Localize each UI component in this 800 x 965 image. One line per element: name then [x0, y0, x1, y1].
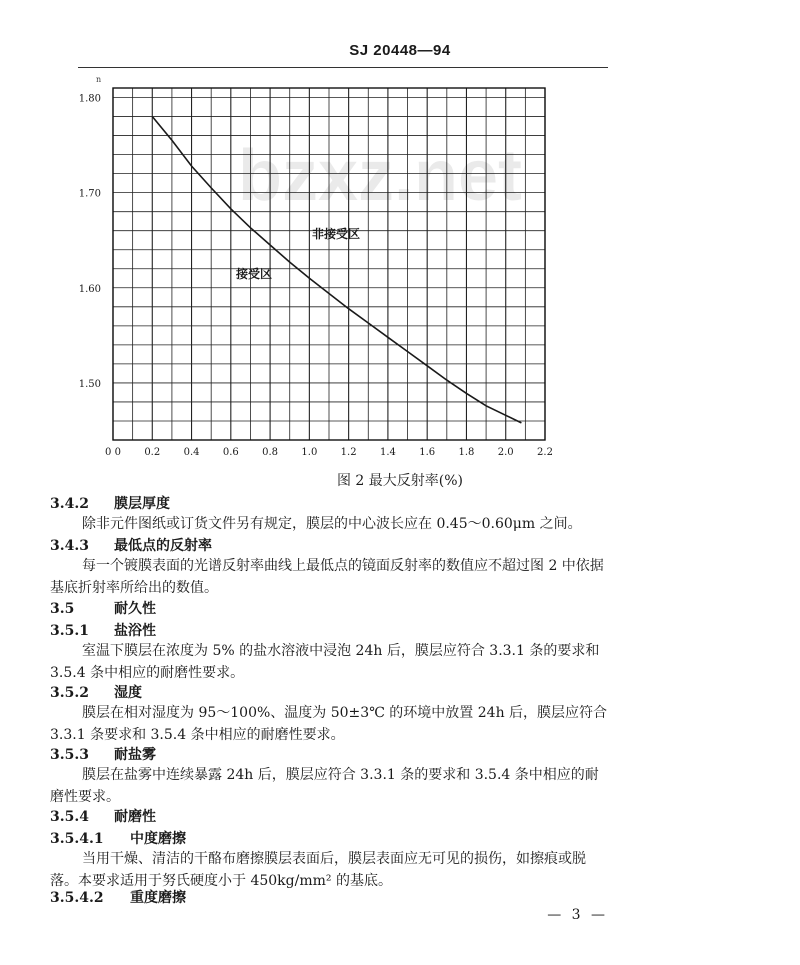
figure-caption: 图 2 最大反射率(%) [336, 473, 464, 489]
document-code-header: SJ 20448—94 [349, 42, 451, 59]
section-title: 耐磨性 [114, 809, 156, 825]
section-3-5-2-text: 膜层在相对湿度为 95～100%、温度为 50±3℃ 的环境中放置 24h 后，膜层应符合 3.3.1 条要求和 3.5.4 条中相应的耐磨性要求。 [50, 705, 608, 743]
section-number: 3.4.2 [50, 496, 89, 512]
watermark-text: bzxz.net [237, 136, 523, 216]
section-title: 膜层厚度 [114, 496, 170, 512]
section-3-5-4-1-text: 当用干燥、清洁的干酪布磨擦膜层表面后，膜层表面应无可见的损伤，如擦痕或脱落。本要求适用于努氏硬度小于 450kg/mm² 的基底。 [50, 851, 586, 889]
x-tick-label: 1.2 [340, 447, 357, 458]
section-title: 湿度 [114, 685, 142, 701]
section-title: 中度磨擦 [130, 831, 186, 847]
section-3-4-3-text: 每一个镀膜表面的光谱反射率曲线上最低点的镜面反射率的数值应不超过图 2 中依据基底折射率所给出的数值。 [50, 558, 604, 596]
section-title: 耐盐雾 [114, 747, 156, 763]
section-number: 3.5.2 [50, 685, 89, 701]
section-3-5-3-heading [50, 744, 156, 764]
x-tick-label: 2.0 [497, 447, 514, 458]
y-tick-label: 1.80 [78, 93, 101, 105]
section-number: 3.4.3 [50, 538, 89, 554]
section-3-5-1-text: 室温下膜层在浓度为 5% 的盐水溶液中浸泡 24h 后，膜层应符合 3.3.1 条的要求和 3.5.4 条中相应的耐磨性要求。 [50, 643, 600, 681]
section-number: 3.5 [50, 601, 75, 617]
section-number: 3.5.1 [50, 623, 89, 639]
x-tick-label: 0.4 [183, 447, 200, 458]
y-tick-label: 1.60 [78, 283, 101, 295]
y-unit-label: n [96, 75, 102, 84]
x-tick-label: 0.8 [262, 447, 279, 458]
x-tick-label: 1.4 [379, 447, 396, 458]
section-title: 耐久性 [114, 601, 156, 617]
section-3-5-4-1-heading [50, 828, 186, 848]
reflectance-chart [0, 0, 800, 465]
x-tick-label: 0.2 [144, 447, 161, 458]
section-number: 3.5.3 [50, 747, 89, 763]
x-tick-label: 2.2 [537, 447, 553, 458]
page-number: — 3 — [547, 907, 608, 923]
x-tick-label: 0.6 [222, 447, 239, 458]
section-title: 盐浴性 [114, 623, 156, 639]
section-title: 最低点的反射率 [114, 538, 212, 554]
section-3-5-1-heading [50, 620, 156, 640]
x-tick-label: 0 0 [105, 447, 121, 458]
section-3-5-2-heading [50, 682, 142, 702]
section-number: 3.5.4.2 [50, 890, 104, 906]
annotation-non-acceptance: 非接受区 [312, 227, 361, 241]
section-3-5-4-2-heading [50, 887, 186, 907]
section-title: 重度磨擦 [130, 890, 186, 906]
y-tick-label: 1.50 [78, 378, 101, 390]
section-3-5-heading [50, 598, 156, 618]
section-number: 3.5.4.1 [50, 831, 104, 847]
section-3-4-3-heading [50, 535, 212, 555]
section-number: 3.5.4 [50, 809, 89, 825]
section-3-5-4-heading [50, 806, 156, 826]
y-tick-label: 1.70 [78, 188, 101, 200]
section-3-4-2-text: 除非元件图纸或订货文件另有规定，膜层的中心波长应在 0.45～0.60μm 之间。 [82, 516, 582, 532]
annotation-acceptance: 接受区 [236, 267, 273, 281]
x-tick-label: 1.6 [419, 447, 436, 458]
x-tick-label: 1.0 [301, 447, 318, 458]
section-3-5-3-text: 膜层在盐雾中连续暴露 24h 后，膜层应符合 3.3.1 条的要求和 3.5.4 条中相应的耐磨性要求。 [50, 767, 599, 805]
x-tick-label: 1.8 [458, 447, 475, 458]
section-3-4-2-heading [50, 493, 170, 513]
